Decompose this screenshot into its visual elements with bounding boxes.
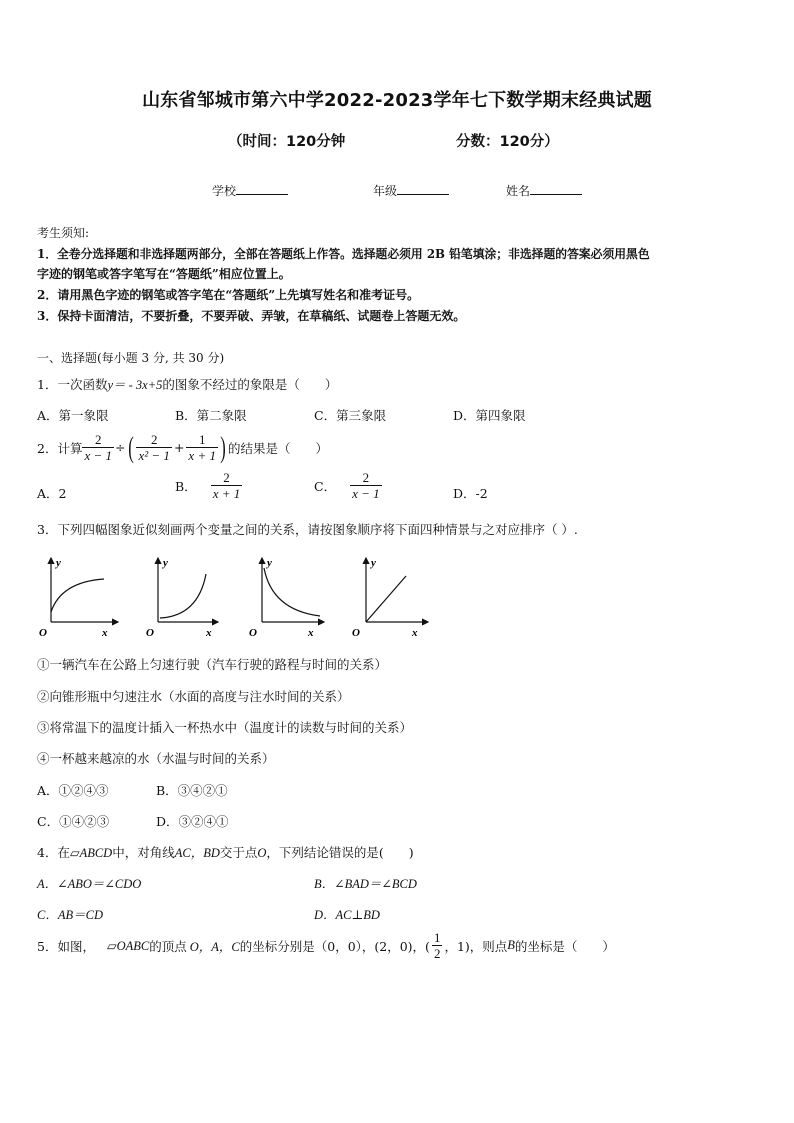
question-3: 3．下列四幅图象近似刻画两个变量之间的关系，请按图象顺序将下面四种情景与之对应排序（ ）. (37, 522, 578, 537)
notice-item-1: 1．全卷分选择题和非选择题两部分，全部在答题纸上作答。选择题必须用 2B 铅笔填涂；非选择题的答案必须用黑色 (37, 247, 650, 261)
graph-1-origin: O (39, 627, 47, 639)
q1-suffix: 的图象不经过的象限是（ ） (162, 377, 338, 392)
q1-option-b[interactable]: B．第二象限 (175, 408, 247, 423)
grade-field[interactable] (373, 182, 449, 199)
q3-scenario-3: ③将常温下的温度计插入一杯热水中（温度计的读数与时间的关系） (37, 720, 413, 735)
question-5: 5．如图， ▱OABC 的顶点 O，A，C 的坐标分别是（0，0），(2，0)，( $\frac{1}{2}$ ，1)，则点 B 的坐标是（ ） (37, 930, 615, 961)
exam-time: （时间：120分钟 (228, 134, 346, 150)
q2-option-b[interactable]: B． $\frac{2}{x + 1}$ (175, 470, 241, 501)
graph-4-x-label: x (412, 627, 418, 639)
graph-4-y-label: y (371, 557, 376, 569)
q4-option-d[interactable]: D．AC⊥BD (314, 908, 380, 922)
section-heading: 一、选择题(每小题 3 分, 共 30 分) (37, 351, 225, 365)
graph-3 (249, 557, 324, 639)
q3-option-c[interactable]: C．①④②③ (37, 814, 110, 829)
q1-option-c[interactable]: C．第三象限 (314, 408, 387, 423)
q3-graphs (36, 552, 436, 642)
q3-scenario-1: ①一辆汽车在公路上匀速行驶（汽车行驶的路程与时间的关系） (37, 657, 388, 672)
q1-prefix: 1．一次函数 (37, 377, 108, 392)
graph-2-x-label: x (206, 627, 212, 639)
question-2 (37, 432, 328, 463)
q2-suffix: 的结果是（ ） (227, 440, 328, 456)
q1-option-d[interactable]: D．第四象限 (453, 408, 526, 423)
graph-3-origin: O (249, 627, 257, 639)
graph-2 (146, 557, 218, 639)
q2-option-d[interactable]: D．-2 (453, 486, 488, 501)
q2-plus: + (173, 440, 185, 455)
graph-2-origin: O (146, 627, 154, 639)
q1-option-a[interactable]: A．第一象限 (37, 408, 109, 423)
question-1 (37, 375, 337, 393)
q1-equation: y＝ - 3x+5 (107, 378, 163, 392)
q2-divide: ÷ (115, 440, 126, 455)
graph-3-y-label: y (267, 557, 272, 569)
q2-fraction-1: $\frac{2}{x - 1}$ (84, 432, 112, 463)
question-4: 4．在▱ABCD中，对角线AC，BD交于点O，下列结论错误的是( ) (37, 845, 414, 860)
page-title: 山东省邹城市第六中学2022-2023学年七下数学期末经典试题 (142, 90, 652, 111)
q3-option-b[interactable]: B．③④②① (156, 783, 228, 798)
left-paren-icon: ( (128, 430, 135, 464)
q3-scenario-4: ④一杯越来越凉的水（水温与时间的关系） (37, 751, 275, 766)
graph-1-y-label: y (56, 557, 61, 569)
school-label: 学校 (212, 184, 237, 198)
q5-parallelogram: ▱OABC (106, 938, 150, 953)
graph-1-x-label: x (102, 627, 108, 639)
grade-label: 年级 (373, 184, 398, 198)
graph-2-y-label: y (163, 557, 168, 569)
graph-4 (352, 557, 428, 639)
right-paren-icon: ) (220, 430, 226, 464)
graph-3-x-label: x (308, 627, 314, 639)
notice-heading: 考生须知: (37, 226, 90, 240)
q3-option-d[interactable]: D．③②④① (156, 814, 229, 829)
graph-1 (39, 557, 118, 639)
name-label: 姓名 (506, 184, 531, 198)
graph-4-origin: O (352, 627, 360, 639)
q4-option-c[interactable]: C．AB＝CD (37, 908, 103, 922)
exam-score: 分数：120分） (456, 134, 559, 150)
notice-item-3: 3．保持卡面清洁，不要折叠，不要弄破、弄皱，在草稿纸、试题卷上答题无效。 (37, 309, 466, 323)
q2-option-a[interactable]: A．2 (37, 486, 67, 501)
q3-scenario-2: ②向锥形瓶中匀速注水（水面的高度与注水时间的关系） (37, 689, 350, 704)
q2-fraction-2: $\frac{2}{\text{x² − 1}}$ (138, 432, 170, 463)
q2-prefix: 2．计算 (37, 440, 83, 456)
q2-fraction-3: $\frac{1}{x + 1}$ (188, 432, 216, 463)
q4-option-a[interactable]: A．∠ABO＝∠CDO (37, 877, 142, 891)
q2-option-c[interactable]: C． $\frac{2}{x - 1}$ (314, 470, 380, 501)
name-field[interactable] (506, 182, 582, 199)
notice-item-1-cont: 字迹的钢笔或答字笔写在“答题纸”相应位置上。 (37, 267, 291, 281)
school-field[interactable] (212, 182, 288, 199)
q5-fraction: $\frac{1}{2}$ (433, 930, 441, 961)
q4-parallelogram: ▱ABCD (69, 846, 113, 860)
notice-item-2: 2．请用黑色字迹的钢笔或答字笔在“答题纸”上先填写姓名和准考证号。 (37, 288, 420, 302)
q4-option-b[interactable]: B．∠BAD＝∠BCD (314, 877, 417, 891)
q3-option-a[interactable]: A．①②④③ (37, 783, 109, 798)
